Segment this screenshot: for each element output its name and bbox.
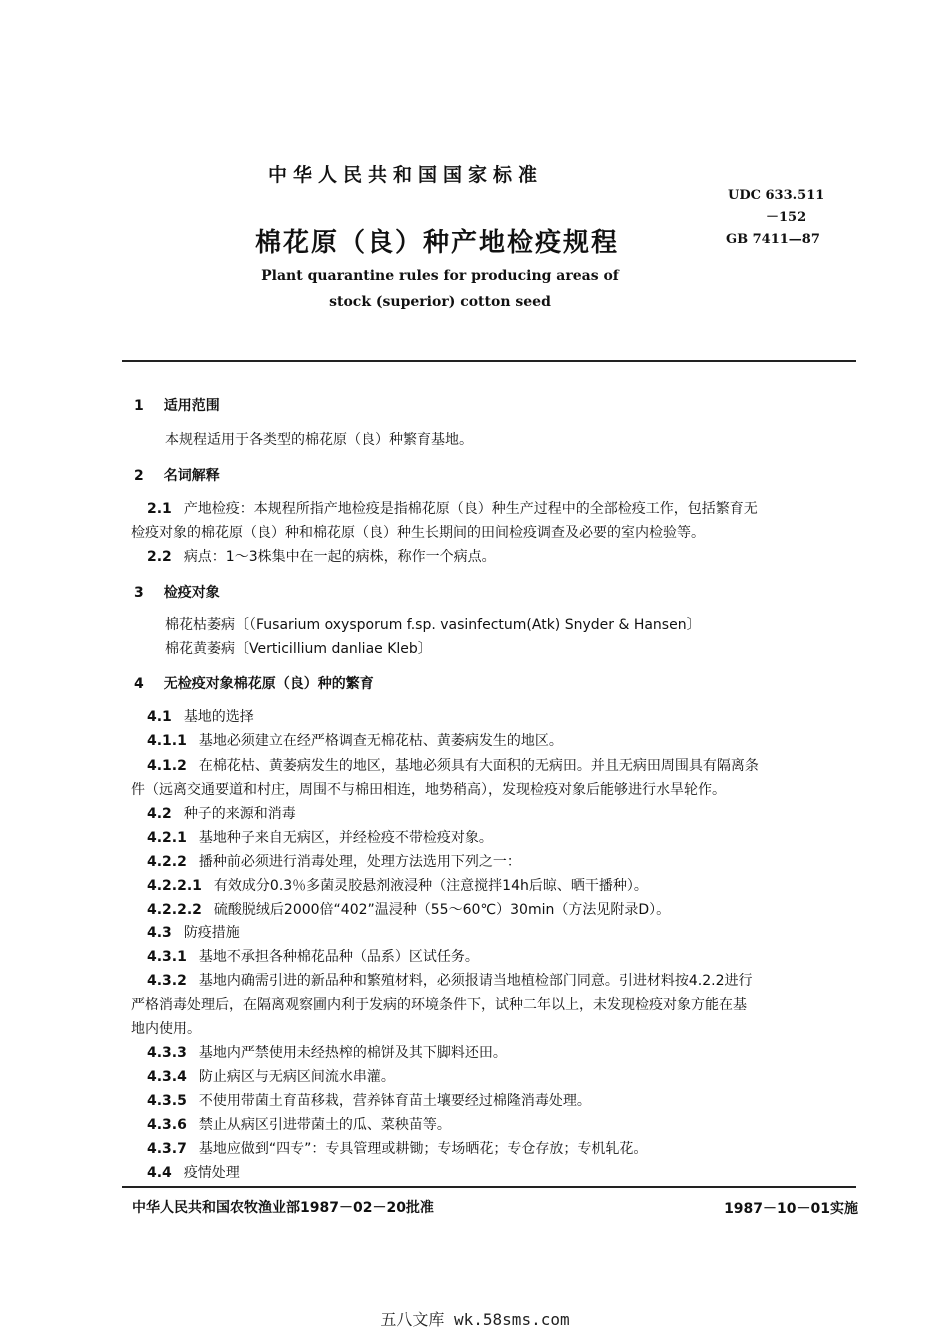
clause-text: 产地检疫：本规程所指产地检疫是指棉花原（良）种生产过程中的全部检疫工作，包括繁育无 bbox=[183, 501, 758, 517]
clause-text: 禁止从病区引进带菌土的瓜、菜秧苗等。 bbox=[198, 1117, 451, 1133]
clause-text: 病点：1～3株集中在一起的病株，称作一个病点。 bbox=[183, 549, 496, 565]
clause-text: 严格消毒处理后，在隔离观察圃内利于发病的环境条件下，试种二年以上，未发现检疫对象方能在基 bbox=[131, 997, 747, 1013]
clause-text: 基地内严禁使用未经热榨的棉饼及其下脚料还田。 bbox=[198, 1045, 507, 1061]
clause-number: 4.3 bbox=[147, 925, 172, 941]
body-line bbox=[147, 546, 496, 566]
site-watermark: 五八文库 wk.58sms.com bbox=[380, 1310, 570, 1329]
clause-number: 3 bbox=[134, 585, 144, 601]
effective-date: 1987－10－01实施 bbox=[724, 1201, 858, 1217]
clause-number: 4.4 bbox=[147, 1165, 172, 1181]
clause-number: 4.3.1 bbox=[147, 949, 187, 965]
clause-text: 防止病区与无病区间流水串灌。 bbox=[198, 1069, 395, 1085]
clause-number: 4.3.4 bbox=[147, 1069, 187, 1085]
clause-text: 无检疫对象棉花原（良）种的繁育 bbox=[163, 676, 374, 692]
clause-number: 4.2.2.1 bbox=[147, 878, 202, 894]
clause-text: 防疫措施 bbox=[183, 925, 240, 941]
clause-text: 疫情处理 bbox=[183, 1165, 240, 1181]
clause-number: 4 bbox=[134, 676, 144, 692]
body-line bbox=[147, 1042, 507, 1062]
clause-text: 不使用带菌土育苗移栽，营养钵育苗土壤要经过棉隆消毒处理。 bbox=[198, 1093, 591, 1109]
clause-text: 本规程适用于各类型的棉花原（良）种繁育基地。 bbox=[165, 432, 473, 448]
clause-number: 4.1.2 bbox=[147, 758, 187, 774]
approval-date: 中华人民共和国农牧渔业部1987－02－20批准 bbox=[132, 1200, 434, 1216]
body-line bbox=[147, 706, 254, 726]
clause-text: 棉花枯萎病〔（Fusarium oxysporum f.sp. vasinfectum(Atk) Snyder & Hansen〕 bbox=[165, 617, 701, 633]
body-line bbox=[165, 429, 473, 449]
clause-text: 检疫对象 bbox=[163, 585, 220, 601]
clause-number: 4.3.5 bbox=[147, 1093, 187, 1109]
body-line bbox=[165, 614, 701, 634]
header-divider bbox=[122, 360, 856, 362]
udc-code: UDC 633.511 bbox=[728, 188, 825, 203]
document-title: 棉花原（良）种产地检疫规程 bbox=[255, 228, 620, 258]
section-heading bbox=[134, 465, 220, 485]
body-line bbox=[147, 1114, 451, 1134]
clause-text: 基地必须建立在经严格调查无棉花枯、黄萎病发生的地区。 bbox=[198, 733, 563, 749]
clause-text: 基地不承担各种棉花品种（品系）区试任务。 bbox=[198, 949, 479, 965]
clause-text: 在棉花枯、黄萎病发生的地区，基地必须具有大面积的无病田。并且无病田周围具有隔离条 bbox=[198, 758, 759, 774]
clause-text: 基地的选择 bbox=[183, 709, 254, 725]
clause-number: 4.2.2.2 bbox=[147, 902, 202, 918]
clause-number: 4.3.2 bbox=[147, 973, 187, 989]
section-heading bbox=[134, 395, 220, 415]
body-line bbox=[131, 779, 726, 799]
gb-standard-number: GB 7411—87 bbox=[726, 232, 820, 247]
clause-number: 4.1.1 bbox=[147, 733, 187, 749]
body-line bbox=[147, 755, 759, 775]
body-line bbox=[147, 1162, 240, 1182]
clause-number: 4.2.2 bbox=[147, 854, 187, 870]
clause-number: 4.1 bbox=[147, 709, 172, 725]
body-line bbox=[131, 994, 747, 1014]
section-heading bbox=[134, 582, 220, 602]
clause-text: 检疫对象的棉花原（良）种和棉花原（良）种生长期间的田间检疫调查及必要的室内检验等。 bbox=[131, 525, 705, 541]
clause-number: 2.2 bbox=[147, 549, 172, 565]
body-line bbox=[147, 827, 493, 847]
body-line bbox=[147, 1090, 591, 1110]
udc-code-suffix: －152 bbox=[766, 210, 807, 225]
clause-text: 地内使用。 bbox=[131, 1021, 201, 1037]
body-line bbox=[131, 1018, 201, 1038]
clause-text: 件（远离交通要道和村庄，周围不与棉田相连，地势稍高），发现检疫对象后能够进行水旱轮作。 bbox=[131, 782, 726, 798]
clause-text: 棉花黄萎病〔Verticillium danliae Kleb〕 bbox=[165, 641, 432, 657]
clause-text: 适用范围 bbox=[163, 398, 220, 414]
clause-text: 种子的来源和消毒 bbox=[183, 806, 296, 822]
clause-text: 基地种子来自无病区，并经检疫不带检疫对象。 bbox=[198, 830, 493, 846]
body-line bbox=[147, 1138, 647, 1158]
body-line bbox=[131, 522, 705, 542]
clause-text: 有效成分0.3％多菌灵胶悬剂液浸种（注意搅拌14h后晾、晒干播种）。 bbox=[213, 878, 648, 894]
clause-text: 播种前必须进行消毒处理，处理方法选用下列之一： bbox=[198, 854, 521, 870]
english-title-line-1: Plant quarantine rules for producing areas of bbox=[261, 268, 619, 284]
clause-text: 硫酸脱绒后2000倍“402”温浸种（55～60℃）30min（方法见附录D）。 bbox=[213, 902, 671, 918]
english-title-line-2: stock (superior) cotton seed bbox=[329, 294, 551, 310]
body-line bbox=[147, 970, 753, 990]
clause-number: 4.3.6 bbox=[147, 1117, 187, 1133]
clause-number: 4.2 bbox=[147, 806, 172, 822]
clause-number: 1 bbox=[134, 398, 144, 414]
body-line bbox=[147, 851, 521, 871]
body-line bbox=[147, 922, 240, 942]
footer-divider bbox=[122, 1186, 856, 1188]
body-line bbox=[147, 875, 648, 895]
clause-number: 2 bbox=[134, 468, 144, 484]
clause-number: 2.1 bbox=[147, 501, 172, 517]
standard-org-heading: 中华人民共和国国家标准 bbox=[268, 164, 544, 186]
clause-text: 名词解释 bbox=[163, 468, 220, 484]
body-line bbox=[147, 899, 670, 919]
body-line bbox=[147, 803, 296, 823]
body-line bbox=[165, 638, 432, 658]
body-line bbox=[147, 730, 563, 750]
clause-number: 4.3.7 bbox=[147, 1141, 187, 1157]
clause-text: 基地应做到“四专”：专具管理或耕锄；专场晒花；专仓存放；专机轧花。 bbox=[198, 1141, 648, 1157]
body-line bbox=[147, 946, 479, 966]
body-line bbox=[147, 498, 758, 518]
clause-number: 4.3.3 bbox=[147, 1045, 187, 1061]
body-line bbox=[147, 1066, 395, 1086]
clause-number: 4.2.1 bbox=[147, 830, 187, 846]
clause-text: 基地内确需引进的新品种和繁殖材料，必须报请当地植检部门同意。引进材料按4.2.2进行 bbox=[198, 973, 753, 989]
section-heading bbox=[134, 673, 374, 693]
